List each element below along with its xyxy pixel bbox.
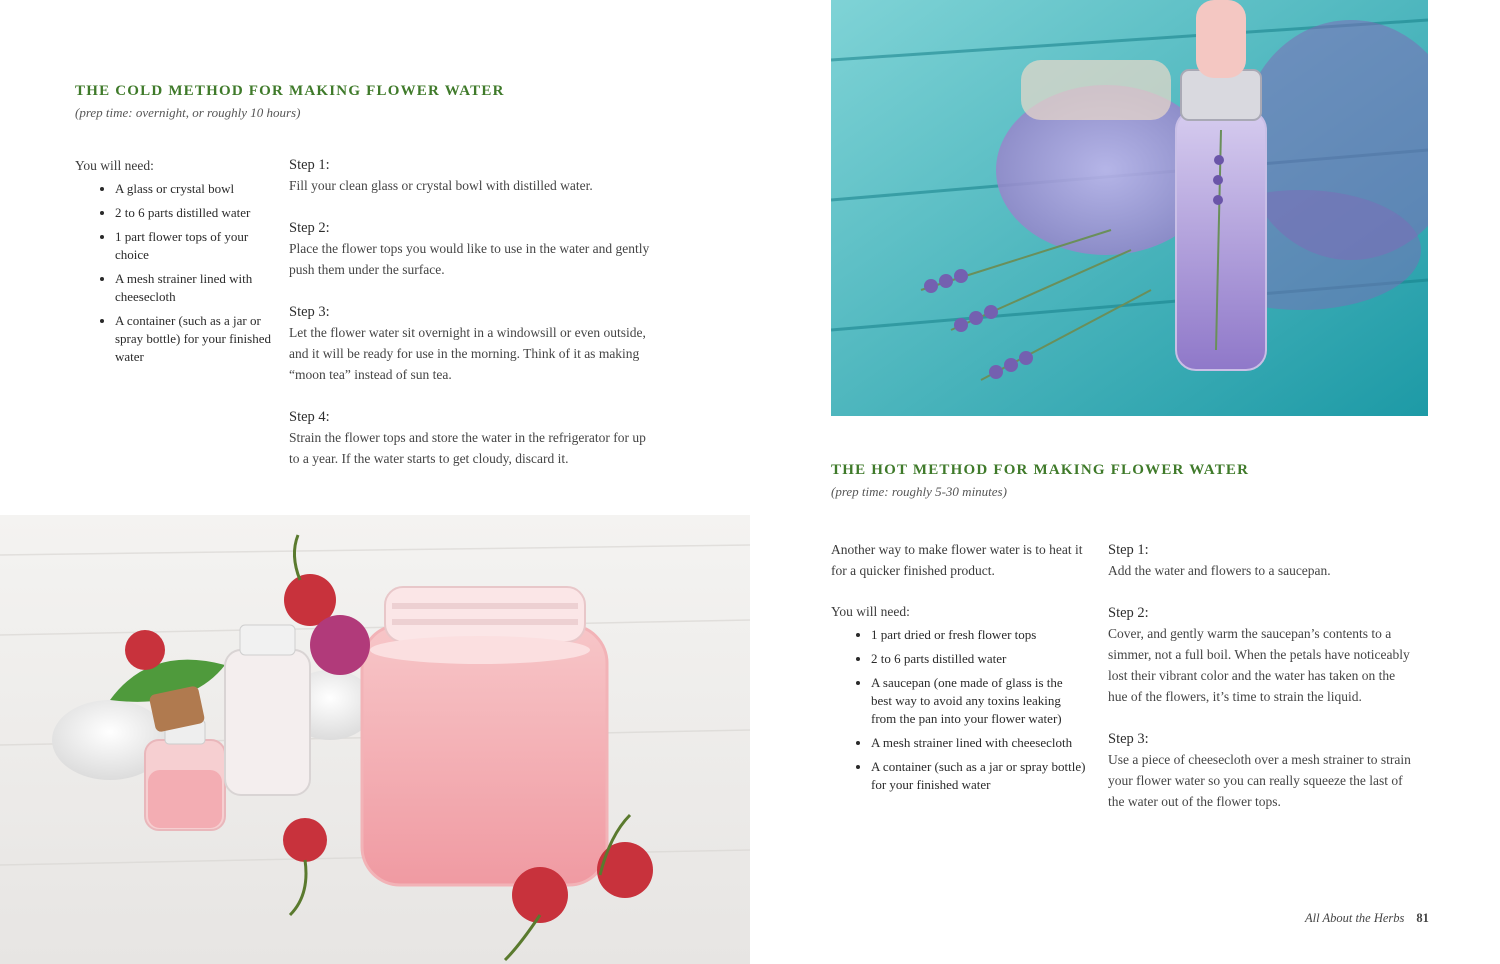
hot-step-1 bbox=[1108, 540, 1413, 581]
list-item: • A saucepan (one made of glass is the best way to avoid any toxins leaking from the pan into your flower water) bbox=[871, 674, 1086, 728]
lavender-oil-photo bbox=[831, 0, 1428, 416]
step-title: Step 3: bbox=[289, 304, 330, 320]
step-text: Place the flower tops you would like to use in the water and gently push them under the surface. bbox=[289, 241, 650, 277]
rose-water-photo bbox=[0, 515, 750, 964]
step-text: Strain the flower tops and store the water in the refrigerator for up to a year. If the water starts to get cloudy, discard it. bbox=[289, 430, 646, 466]
list-item: • 2 to 6 parts distilled water bbox=[115, 204, 275, 222]
list-item: • A mesh strainer lined with cheesecloth bbox=[871, 734, 1086, 752]
running-title: All About the Herbs bbox=[1305, 911, 1405, 925]
hot-needs-label: You will need: bbox=[831, 604, 910, 619]
page-number: 81 bbox=[1416, 911, 1429, 925]
cold-needs-items bbox=[75, 180, 275, 366]
cold-step-2 bbox=[289, 218, 659, 280]
page-footer bbox=[1305, 911, 1429, 926]
cold-step-3 bbox=[289, 302, 659, 385]
list-item: • 1 part dried or fresh flower tops bbox=[871, 626, 1086, 644]
step-title: Step 3: bbox=[1108, 731, 1149, 747]
step-text: Cover, and gently warm the saucepan’s contents to a simmer, not a full boil. When the petals have noticeably lost their vibrant color and the water has taken on the hue of the flowers, it’s time to strain the liquid. bbox=[1108, 626, 1410, 704]
step-title: Step 2: bbox=[289, 220, 330, 236]
hot-needs-items bbox=[831, 626, 1086, 794]
cold-steps bbox=[289, 155, 659, 469]
hot-intro: Another way to make flower water is to heat it for a quicker finished product. bbox=[831, 542, 1083, 578]
cold-step-4 bbox=[289, 407, 659, 469]
step-title: Step 4: bbox=[289, 409, 330, 425]
cold-method-heading: THE COLD METHOD FOR MAKING FLOWER WATER bbox=[75, 83, 505, 99]
list-item: • 1 part flower tops of your choice bbox=[115, 228, 275, 264]
list-item: • 2 to 6 parts distilled water bbox=[871, 650, 1086, 668]
hot-method-prep-time: (prep time: roughly 5-30 minutes) bbox=[831, 484, 1007, 499]
cold-method-prep-time: (prep time: overnight, or roughly 10 hours) bbox=[75, 105, 301, 120]
list-item: • A container (such as a jar or spray bottle) for your finished water bbox=[871, 758, 1086, 794]
step-title: Step 2: bbox=[1108, 605, 1149, 621]
hot-step-3 bbox=[1108, 729, 1413, 812]
cold-needs-label: You will need: bbox=[75, 158, 154, 173]
hot-method-heading: THE HOT METHOD FOR MAKING FLOWER WATER bbox=[831, 462, 1250, 478]
step-text: Use a piece of cheesecloth over a mesh strainer to strain your flower water so you can really squeeze the last of the water out of the flower tops. bbox=[1108, 752, 1411, 809]
list-item: • A glass or crystal bowl bbox=[115, 180, 275, 198]
hot-step-2 bbox=[1108, 603, 1413, 707]
list-item: • A mesh strainer lined with cheesecloth bbox=[115, 270, 275, 306]
step-title: Step 1: bbox=[289, 157, 330, 173]
step-title: Step 1: bbox=[1108, 542, 1149, 558]
hot-steps bbox=[1108, 540, 1413, 812]
cold-step-1 bbox=[289, 155, 659, 196]
list-item: • A container (such as a jar or spray bottle) for your finished water bbox=[115, 312, 275, 366]
cold-needs-list bbox=[75, 155, 275, 372]
hot-left-column bbox=[831, 539, 1086, 800]
step-text: Let the flower water sit overnight in a windowsill or even outside, and it will be ready for use in the morning. Think of it as making “moon tea” instead of sun tea. bbox=[289, 325, 646, 382]
step-text: Add the water and flowers to a saucepan. bbox=[1108, 563, 1331, 578]
step-text: Fill your clean glass or crystal bowl with distilled water. bbox=[289, 178, 593, 193]
